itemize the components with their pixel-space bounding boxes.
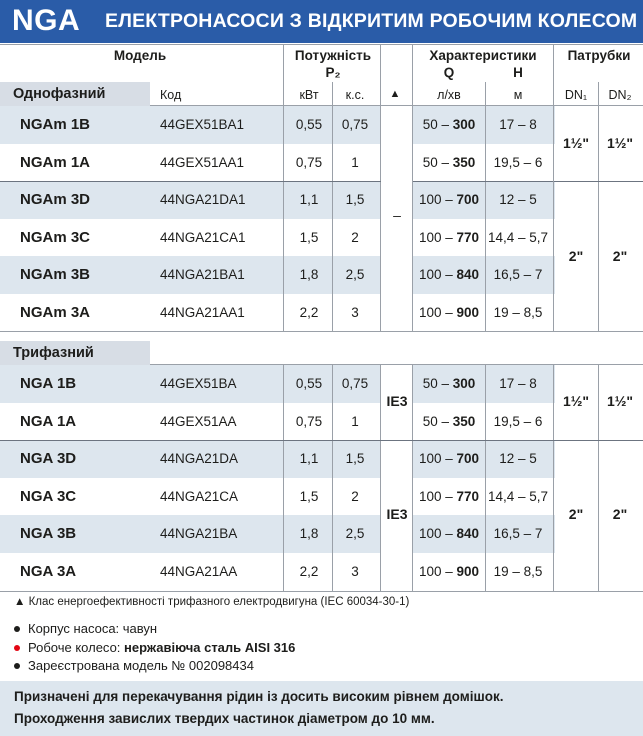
model-name: NGAm 3D [20, 191, 91, 208]
header-model: Модель [113, 48, 167, 63]
model-name: NGA 1B [20, 375, 77, 392]
table-row [0, 256, 643, 294]
list-item: Зареєстрована модель № 002098434 [14, 657, 254, 675]
header-kw: кВт [299, 88, 319, 102]
power-hp: 2 [351, 489, 359, 504]
head-h: 19,5 – 6 [493, 414, 543, 429]
dn2-value: 1½" [606, 135, 634, 151]
power-kw: 1,8 [299, 267, 319, 282]
model-code: 44NGA21BA [160, 526, 238, 541]
header-q: Q [443, 65, 455, 80]
power-hp: 1,5 [345, 192, 365, 207]
table-row [0, 403, 643, 441]
dn1-value: 2" [568, 248, 584, 264]
grid-line [0, 440, 643, 441]
flow-q: 100 – 700 [418, 451, 480, 466]
grid-line [553, 45, 554, 331]
header-q-unit: л/хв [437, 88, 461, 102]
header-h: H [513, 65, 523, 80]
model-name: NGA 3B [20, 525, 77, 542]
info-line-1: Призначені для перекачування рідин із досить високим рівнем домішок. [14, 689, 504, 704]
head-h: 17 – 8 [499, 376, 537, 391]
power-kw: 0,55 [295, 117, 323, 132]
header-h-unit: м [513, 88, 523, 102]
model-name: NGA 3A [20, 563, 77, 580]
grid-line [598, 82, 599, 331]
grid-line [283, 45, 284, 331]
model-name: NGA 1A [20, 413, 77, 430]
power-hp: 3 [351, 564, 359, 579]
header-code: Код [160, 88, 182, 102]
model-name: NGAm 1B [20, 116, 91, 133]
header-power-symbol: P₂ [325, 65, 341, 80]
head-h: 16,5 – 7 [493, 526, 543, 541]
model-name: NGAm 3C [20, 229, 91, 246]
group-single-phase: Однофазний [0, 82, 150, 106]
model-code: 44NGA21AA [160, 564, 238, 579]
grid-line [332, 365, 333, 591]
grid-line [598, 365, 599, 591]
model-name: NGA 3C [20, 488, 77, 505]
flow-q: 100 – 900 [418, 564, 480, 579]
power-hp: 0,75 [341, 117, 369, 132]
model-code: 44NGA21AA1 [160, 305, 245, 320]
grid-line [485, 365, 486, 591]
list-item: Корпус насоса: чавун [14, 620, 157, 638]
model-code: 44NGA21CA1 [160, 230, 246, 245]
table-row [0, 478, 643, 516]
flow-q: 100 – 770 [418, 489, 480, 504]
model-code: 44NGA21BA1 [160, 267, 245, 282]
header-power: Потужність [294, 48, 372, 63]
grid-line [412, 365, 413, 591]
table-row [0, 440, 643, 478]
grid-line [0, 44, 643, 45]
efficiency-class-three-3: IE3 [386, 506, 408, 522]
power-hp: 2 [351, 230, 359, 245]
dn2-value: 2" [612, 506, 628, 522]
grid-line [332, 82, 333, 331]
header-ports: Патрубки [567, 48, 631, 63]
header-hp: к.с. [345, 88, 365, 102]
head-h: 19 – 8,5 [493, 564, 543, 579]
head-h: 16,5 – 7 [493, 267, 543, 282]
power-kw: 1,1 [299, 451, 319, 466]
dn1-value: 1½" [562, 393, 590, 409]
power-kw: 1,5 [299, 230, 319, 245]
flow-q: 100 – 900 [418, 305, 480, 320]
dn1-value: 2" [568, 506, 584, 522]
power-hp: 1 [351, 155, 359, 170]
bullet-icon [14, 626, 20, 632]
model-name: NGAm 3A [20, 304, 91, 321]
model-code: 44NGA21DA [160, 451, 239, 466]
model-code: 44GEX51BA [160, 376, 237, 391]
group-three-phase: Трифазний [0, 341, 150, 365]
head-h: 17 – 8 [499, 117, 537, 132]
grid-line [485, 82, 486, 331]
table-row [0, 219, 643, 257]
grid-line [283, 365, 284, 591]
brand-title: NGA [12, 4, 81, 37]
power-kw: 2,2 [299, 564, 319, 579]
page-title: ЕЛЕКТРОНАСОСИ З ВІДКРИТИМ РОБОЧИМ КОЛЕСОМ [105, 10, 638, 32]
header-dn1: DN₁ [564, 88, 588, 102]
grid-line [380, 365, 381, 591]
power-kw: 0,75 [295, 414, 323, 429]
grid-line [553, 365, 554, 591]
power-hp: 3 [351, 305, 359, 320]
model-code: 44GEX51BA1 [160, 117, 245, 132]
table-row [0, 294, 643, 332]
footnote: ▲ Клас енергоефективності трифазного електродвигуна (IEC 60034-30-1) [14, 596, 410, 608]
dn1-value: 1½" [562, 135, 590, 151]
header-specs: Характеристики [429, 48, 537, 63]
flow-q: 50 – 350 [422, 155, 476, 170]
grid-line [150, 364, 643, 365]
flow-q: 100 – 700 [418, 192, 480, 207]
table-row [0, 144, 643, 182]
bullet-icon [14, 663, 20, 669]
grid-line [0, 331, 643, 332]
head-h: 12 – 5 [499, 192, 537, 207]
grid-line [380, 45, 381, 331]
model-code: 44GEX51AA [160, 414, 237, 429]
flow-q: 50 – 350 [422, 414, 476, 429]
power-kw: 2,2 [299, 305, 319, 320]
power-hp: 2,5 [345, 267, 365, 282]
dn2-value: 2" [612, 248, 628, 264]
head-h: 19,5 – 6 [493, 155, 543, 170]
grid-line [0, 591, 643, 592]
power-kw: 1,1 [299, 192, 319, 207]
power-hp: 0,75 [341, 376, 369, 391]
power-kw: 0,55 [295, 376, 323, 391]
model-code: 44NGA21DA1 [160, 192, 246, 207]
power-kw: 1,5 [299, 489, 319, 504]
dn2-value: 1½" [606, 393, 634, 409]
power-hp: 1 [351, 414, 359, 429]
head-h: 19 – 8,5 [493, 305, 543, 320]
model-name: NGAm 1A [20, 154, 91, 171]
power-hp: 2,5 [345, 526, 365, 541]
grid-line [554, 181, 643, 182]
flow-q: 100 – 770 [418, 230, 480, 245]
power-kw: 1,8 [299, 526, 319, 541]
model-name: NGA 3D [20, 450, 77, 467]
table-row [0, 365, 643, 403]
header-efficiency-triangle: ▲ [389, 88, 401, 100]
flow-q: 50 – 300 [422, 376, 476, 391]
efficiency-class-single: – [393, 207, 401, 223]
model-name: NGAm 3B [20, 266, 91, 283]
power-kw: 0,75 [295, 155, 323, 170]
info-line-2: Проходження завислих твердих частинок діаметром до 10 мм. [14, 711, 435, 726]
flow-q: 100 – 840 [418, 526, 480, 541]
power-hp: 1,5 [345, 451, 365, 466]
efficiency-class-three-1: IE3 [386, 393, 408, 409]
list-item: Робоче колесо: нержавіюча сталь AISI 316 [14, 639, 295, 657]
head-h: 14,4 – 5,7 [487, 489, 549, 504]
table-row [0, 515, 643, 553]
flow-q: 100 – 840 [418, 267, 480, 282]
header-dn2: DN₂ [608, 88, 632, 102]
grid-line [0, 181, 381, 182]
table-row [0, 181, 643, 219]
grid-line [412, 45, 413, 331]
model-code: 44NGA21CA [160, 489, 239, 504]
grid-line [413, 181, 553, 182]
head-h: 12 – 5 [499, 451, 537, 466]
grid-line [150, 105, 643, 106]
head-h: 14,4 – 5,7 [487, 230, 549, 245]
red-bullet-icon [14, 645, 20, 651]
flow-q: 50 – 300 [422, 117, 476, 132]
table-row [0, 553, 643, 591]
table-row [0, 106, 643, 144]
model-code: 44GEX51AA1 [160, 155, 245, 170]
